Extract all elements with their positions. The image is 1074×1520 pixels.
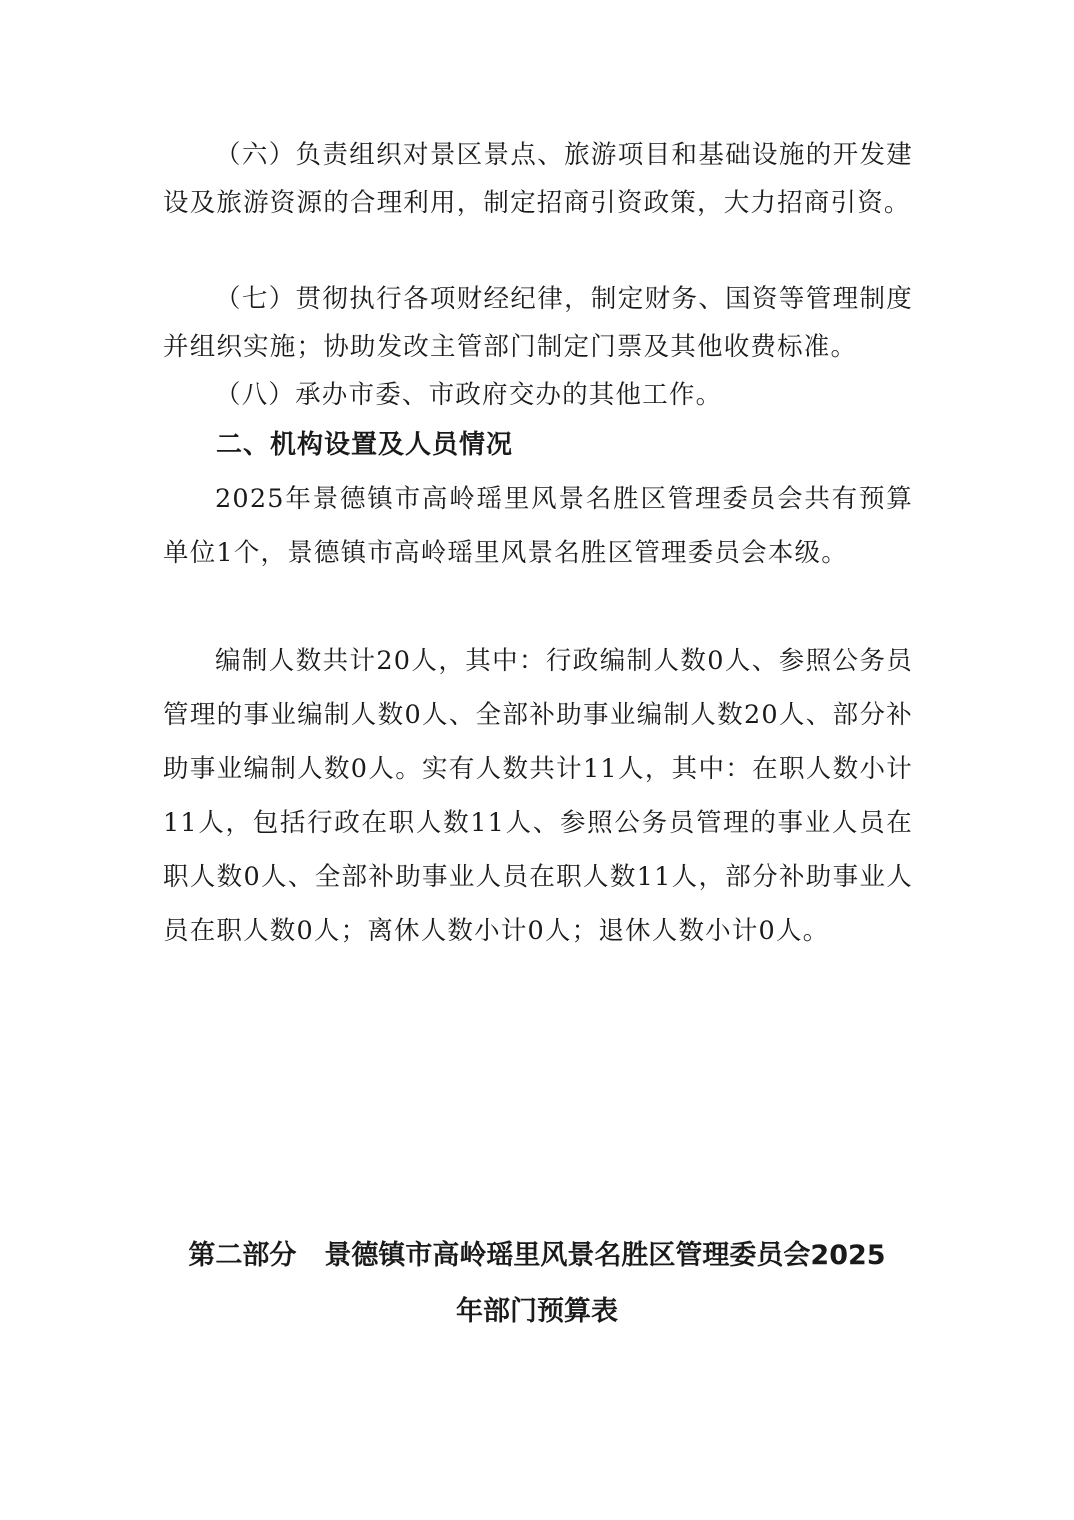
part-title-text: 景德镇市高岭瑶里风景名胜区管理委员会2025 bbox=[324, 1240, 886, 1271]
paragraph-budget-units: 2025年景德镇市高岭瑶里风景名胜区管理委员会共有预算单位1个，景德镇市高岭瑶里风景名胜区管理委员会本级。 bbox=[163, 484, 913, 568]
section-heading: 二、机构设置及人员情况 bbox=[216, 430, 514, 460]
paragraph-item-8: （八）承办市委、市政府交办的其他工作。 bbox=[215, 380, 723, 410]
paragraph-item-7: （七）贯彻执行各项财经纪律，制定财务、国资等管理制度并组织实施；协助发改主管部门制定门票及其他收费标准。 bbox=[163, 284, 913, 362]
paragraph-staffing: 编制人数共计20人，其中：行政编制人数0人、参照公务员管理的事业编制人数0人、全部补助事业编制人数20人、部分补助事业编制人数0人。实有人数共计11人，其中：在职人数小计11人，包括行政在职人数11人、参照公务员管理的事业人员在职人数0人、全部补助事业人员在职人数11人，部分补助事业人员在职人数0人；离休人数小计0人；退休人数小计0人。 bbox=[163, 646, 913, 946]
part-title-line2: 年部门预算表 bbox=[456, 1296, 618, 1327]
part-title-line1 bbox=[120, 1228, 954, 1284]
paragraph-item-6: （六）负责组织对景区景点、旅游项目和基础设施的开发建设及旅游资源的合理利用，制定招商引资政策，大力招商引资。 bbox=[163, 140, 913, 218]
part-label: 第二部分 bbox=[188, 1240, 297, 1271]
part-title bbox=[120, 1228, 954, 1340]
